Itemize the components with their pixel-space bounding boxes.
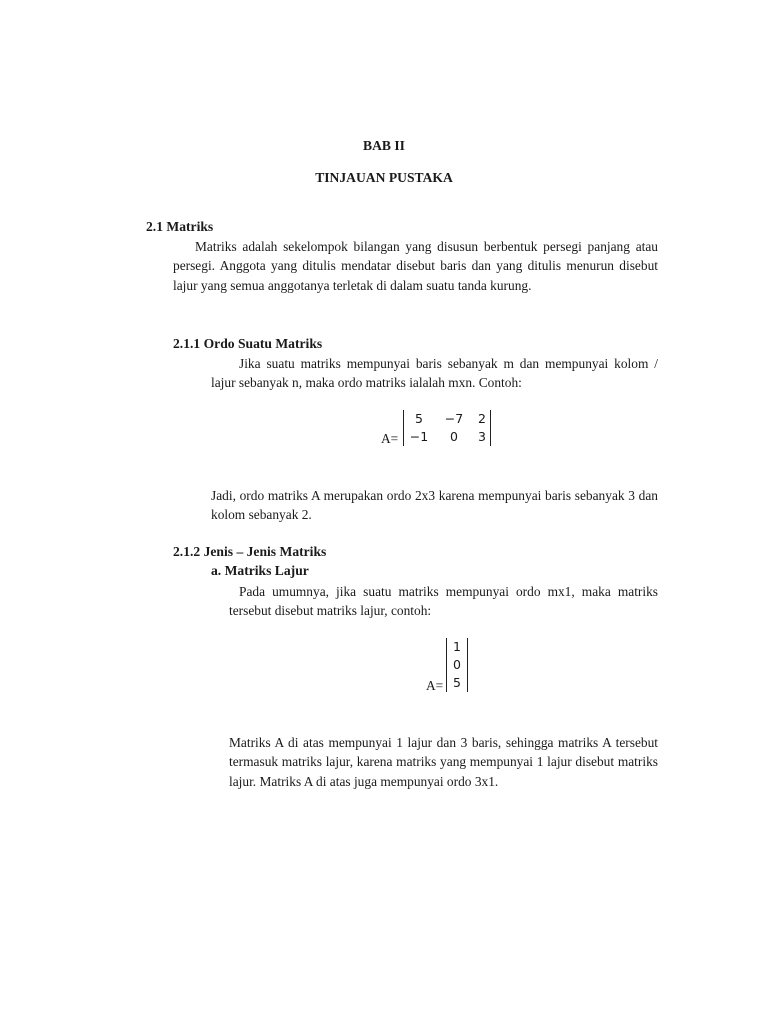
section-2-1-1-conclusion: Jadi, ordo matriks A merupakan ordo 2x3 karena mempunyai baris sebanyak 3 dan kolom sebanyak 2. [211,488,658,523]
matrix-row [404,410,490,428]
matrix-cell: 5 [453,675,461,690]
matrix-3x1 [446,638,468,692]
section-2-1-paragraph [173,237,658,295]
matrix-cell: 5 [415,411,423,426]
section-2-1-1-text: Jika suatu matriks mempunyai baris sebanyak m dan mempunyai kolom / lajur sebanyak n, maka ordo matriks ialalah mxn. Contoh: [211,356,658,391]
matrix-row [447,656,467,674]
section-2-1-2-conclusion: Matriks A di atas mempunyai 1 lajur dan 3 baris, sehingga matriks A tersebut termasuk matriks lajur, karena matriks yang mempunyai 1 lajur disebut matriks lajur. Matriks A di atas juga mempunyai ordo 3x1. [229,735,658,789]
matrix-row [447,638,467,656]
matrix-cell: 2 [478,411,486,426]
section-2-1-text: Matriks adalah sekelompok bilangan yang disusun berbentuk persegi panjang atau persegi. Anggota yang ditulis mendatar disebut baris dan yang ditulis menurun disebut lajur yang semua anggotanya terletak di dalam suatu tanda kurung. [173,239,658,293]
matrix-cell: 1 [453,639,461,654]
matrix-cell: 0 [450,429,458,444]
chapter-number: BAB II [363,138,405,153]
matrix-label-a: A= [381,431,399,446]
chapter-title: TINJAUAN PUSTAKA [315,170,453,185]
section-heading-2-1-2: 2.1.2 Jenis – Jenis Matriks [173,544,327,559]
matrix-cell: −1 [409,429,429,444]
section-heading-2-1-1: 2.1.1 Ordo Suatu Matriks [173,336,323,351]
section-2-1-2-text: Pada umumnya, jika suatu matriks mempunyai ordo mx1, maka matriks tersebut disebut matriks lajur, contoh: [229,584,658,619]
matrix-cell: 0 [453,657,461,672]
matrix-row [447,674,467,692]
matrix-2x3 [403,410,491,446]
matrix-row [404,428,490,446]
section-2-1-1-paragraph [211,354,658,393]
section-2-1-2-paragraph [229,582,658,621]
section-heading-2-1: 2.1 Matriks [146,219,214,234]
matrix-cell: −7 [444,411,464,426]
matrix-cell: 3 [478,429,486,444]
subheading-matriks-lajur: a. Matriks Lajur [211,563,309,578]
matrix-label-a-column: A= [426,678,444,693]
